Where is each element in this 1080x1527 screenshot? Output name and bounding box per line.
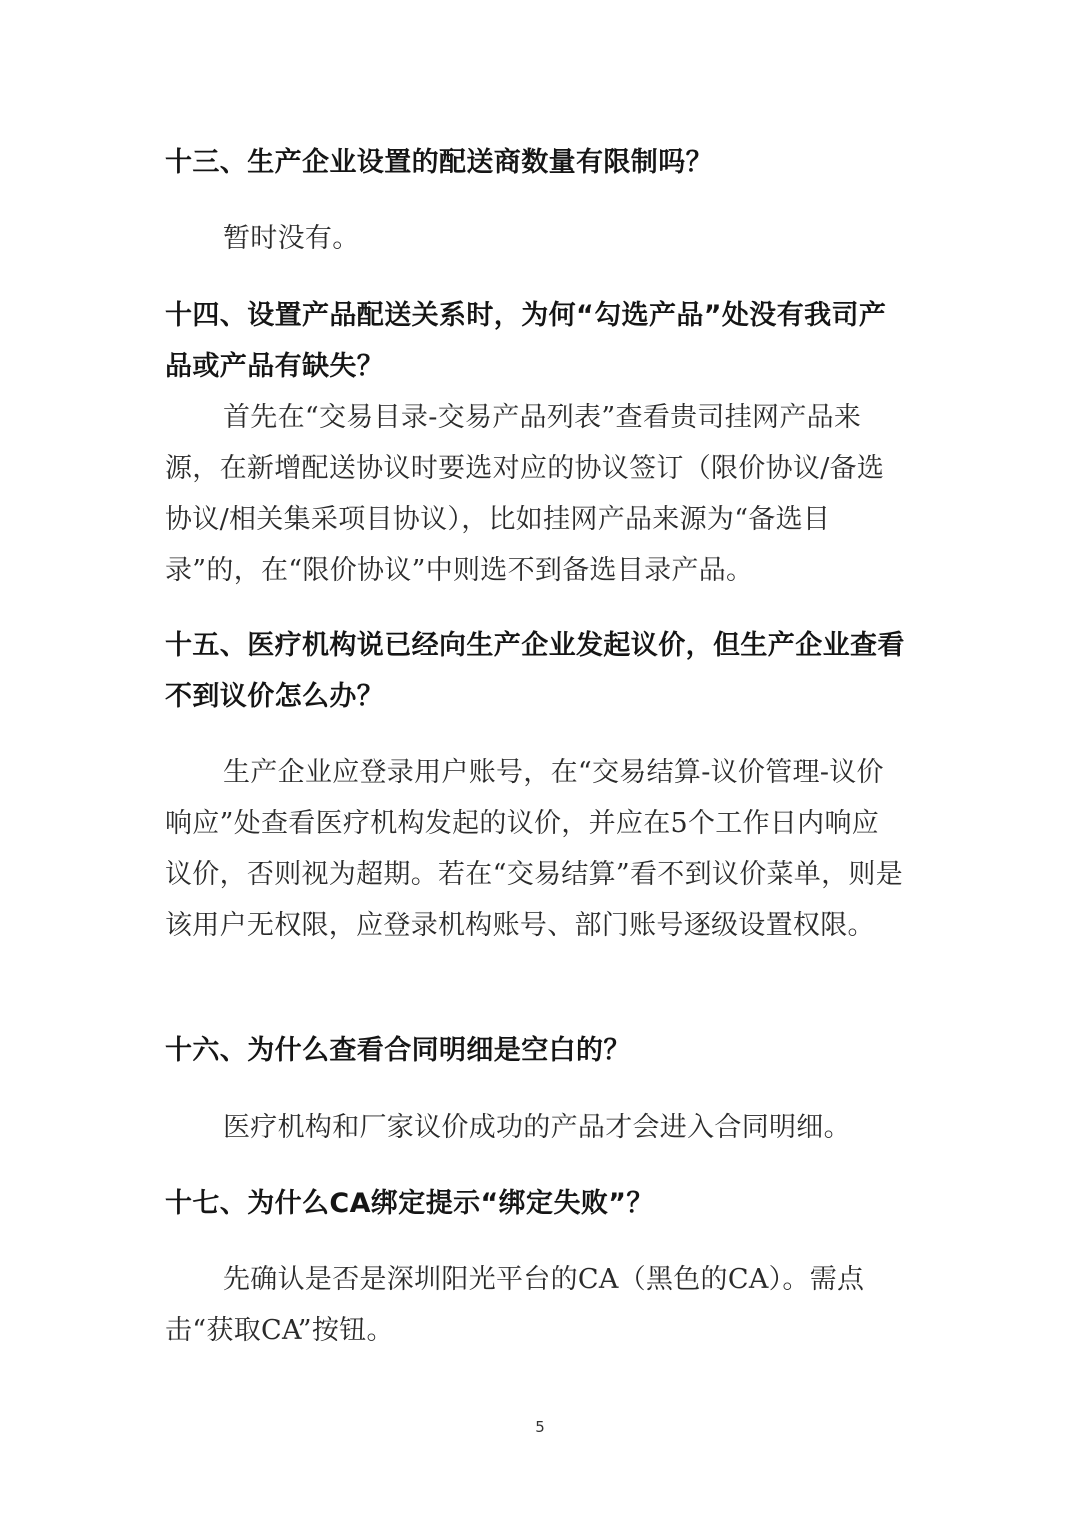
question-14-heading: 十四、设置产品配送关系时，为何“勾选产品”处没有我司产品或产品有缺失？ <box>165 300 887 382</box>
answer-13-text: 暂时没有。 <box>223 223 360 254</box>
answer-16-text: 医疗机构和厂家议价成功的产品才会进入合同明细。 <box>223 1112 851 1143</box>
question-15-heading: 十五、医疗机构说已经向生产企业发起议价，但生产企业查看不到议价怎么办？ <box>165 630 905 712</box>
answer-14-text: 首先在“交易目录-交易产品列表”查看贵司挂网产品来源，在新增配送协议时要选对应的协议签订（限价协议/备选协议/相关集采项目协议），比如挂网产品来源为“备选目录”的，在“限价协议”中则选不到备选目录产品。 <box>165 402 885 586</box>
question-17-heading: 十七、为什么CA绑定提示“绑定失败”？ <box>165 1188 654 1219</box>
answer-17-text: 先确认是否是深圳阳光平台的CA（黑色的CA）。需点击“获取CA”按钮。 <box>165 1264 865 1346</box>
page-number: 5 <box>535 1418 545 1436</box>
question-13-heading: 十三、生产企业设置的配送商数量有限制吗？ <box>165 147 713 178</box>
question-16-heading: 十六、为什么查看合同明细是空白的？ <box>165 1035 631 1066</box>
answer-15-text: 生产企业应登录用户账号，在“交易结算-议价管理-议价响应”处查看医疗机构发起的议价，并应在5个工作日内响应议价，否则视为超期。若在“交易结算”看不到议价菜单，则是该用户无权限，应登录机构账号、部门账号逐级设置权限。 <box>165 757 904 941</box>
